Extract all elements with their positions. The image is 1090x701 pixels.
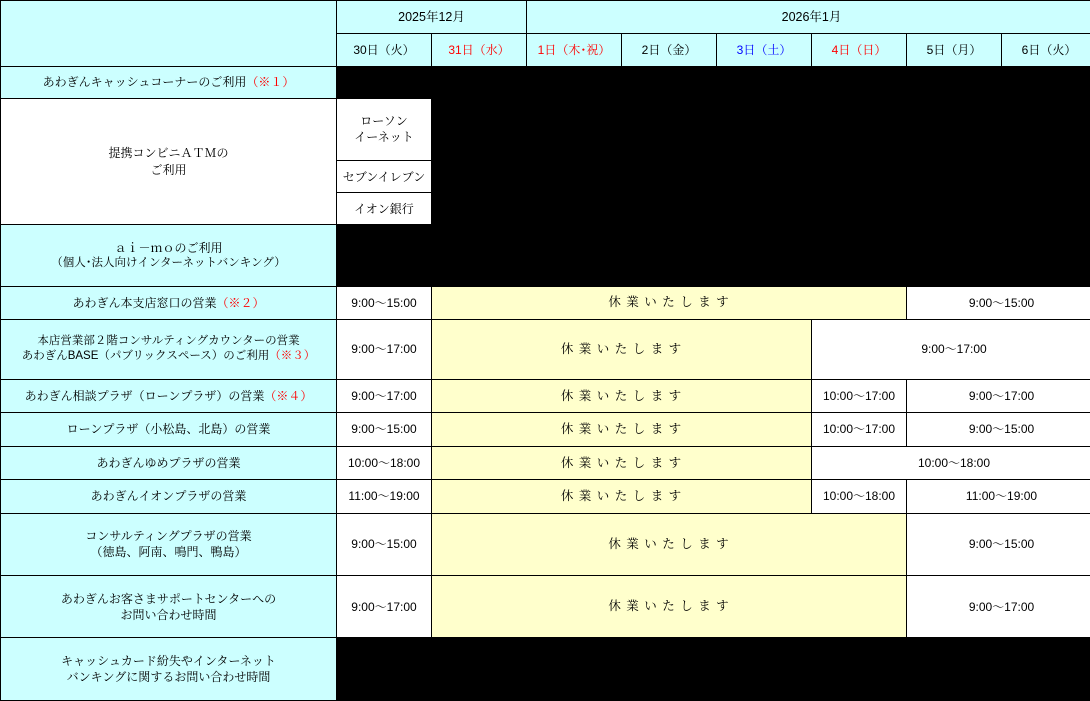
header-day-0101: 1日（木･祝） (527, 34, 622, 66)
table-row (1, 513, 1090, 575)
header-day-0105: 5日（月） (907, 34, 1002, 66)
row-label-soudan-plaza (1, 379, 337, 412)
cell-honten-closed: 休 業 い た し ま す (432, 319, 812, 379)
row-label-card-lost (1, 638, 337, 701)
table-row (1, 638, 1090, 701)
row-label-note: （※１） (246, 75, 295, 90)
row-label-text: あわぎん相談プラザ（ローンプラザ）の営業 (24, 389, 265, 403)
row-sublabel-line: イオン銀行 (354, 201, 414, 216)
row-sublabel-line: イーネット (354, 130, 414, 145)
table-header-months (1, 1, 1090, 34)
masked-cells-lawson-enet (432, 98, 1090, 160)
cell-honten-1230: 9:00〜17:00 (337, 319, 432, 379)
cell-branch-1230: 9:00〜15:00 (337, 286, 432, 319)
cell-loan-1230: 9:00〜15:00 (337, 413, 432, 446)
table-row (1, 413, 1090, 446)
masked-cells-aimo (337, 225, 1090, 286)
row-sublabel-line: ローソン (360, 114, 408, 129)
table-row (1, 225, 1090, 286)
row-label-line1: コンサルティングプラザの営業 (85, 529, 252, 544)
row-label-line1: ａｉ－ｍｏのご利用 (114, 240, 223, 255)
cell-soudan-0105-0106: 9:00〜17:00 (907, 379, 1090, 412)
cell-consulting-0105-0106: 9:00〜15:00 (907, 513, 1090, 575)
masked-cells-seven-eleven (432, 161, 1090, 193)
row-label-note: （※２） (216, 295, 265, 310)
row-label-honten-base (1, 319, 337, 379)
row-label-note: （※３） (269, 350, 316, 363)
row-label-line1: キャッシュカード紛失やインターネット (61, 654, 276, 669)
cell-soudan-closed: 休 業 い た し ま す (432, 379, 812, 412)
masked-cells-card-lost (337, 638, 1090, 701)
table-row (1, 98, 1090, 160)
cell-support-closed: 休 業 い た し ま す (432, 576, 907, 638)
row-label-text: あわぎん本支店窓口の営業 (72, 295, 217, 310)
cell-branch-0105-0106: 9:00〜15:00 (907, 286, 1090, 319)
table-row (1, 446, 1090, 479)
row-sublabel-lawson-enet (337, 98, 432, 160)
table-row (1, 319, 1090, 379)
header-day-0106: 6日（火） (1002, 34, 1090, 66)
row-label-line1: 本店営業部２階コンサルティングカウンターの営業 (37, 334, 300, 347)
table-row (1, 480, 1090, 513)
table-row (1, 286, 1090, 319)
cell-support-0105-0106: 9:00〜17:00 (907, 576, 1090, 638)
row-label-line2: （個人･法人向けインターネットバンキング） (51, 256, 286, 269)
cell-ion-1230: 11:00〜19:00 (337, 480, 432, 513)
cell-loan-0105-0106: 9:00〜15:00 (907, 413, 1090, 446)
row-label-consulting-plaza (1, 513, 337, 575)
row-label-loan-plaza: ローンプラザ（小松島、北島）の営業 (1, 413, 337, 446)
cell-consulting-closed: 休 業 い た し ま す (432, 513, 907, 575)
row-label-conveni-atm (1, 98, 337, 225)
row-label-support-center (1, 576, 337, 638)
cell-consulting-1230: 9:00〜15:00 (337, 513, 432, 575)
cell-honten-0104-0106: 9:00〜17:00 (812, 319, 1090, 379)
row-sublabel-line: セブンイレブン (342, 169, 426, 184)
row-label-note: （※４） (264, 389, 313, 403)
row-label-branch-counter (1, 286, 337, 319)
header-month-2026-01: 2026年1月 (527, 1, 1090, 34)
row-label-yume-plaza: あわぎんゆめプラザの営業 (1, 446, 337, 479)
row-label-text: あわぎんキャッシュコーナーのご利用 (42, 75, 247, 90)
masked-cells-aeon-bank (432, 193, 1090, 225)
cell-ion-closed: 休 業 い た し ま す (432, 480, 812, 513)
row-sublabel-aeon-bank (337, 193, 432, 225)
cell-yume-0104-0106: 10:00〜18:00 (812, 446, 1090, 479)
header-day-0103: 3日（土） (717, 34, 812, 66)
row-label-line1: 提携コンビニＡＴＭの (108, 146, 229, 161)
table-row (1, 379, 1090, 412)
header-day-0104: 4日（日） (812, 34, 907, 66)
table-row (1, 66, 1090, 98)
cell-support-1230: 9:00〜17:00 (337, 576, 432, 638)
table-row (1, 576, 1090, 638)
row-label-cash-corner (1, 66, 337, 98)
cell-loan-closed: 休 業 い た し ま す (432, 413, 812, 446)
row-label-line2: （徳島、阿南、鳴門、鴨島） (90, 545, 247, 560)
masked-cells-cash-corner (337, 66, 1090, 98)
cell-branch-closed: 休 業 い た し ま す (432, 286, 907, 319)
header-day-0102: 2日（金） (622, 34, 717, 66)
row-label-aimo (1, 225, 337, 286)
row-label-line2 (1, 349, 336, 365)
header-month-2025-12: 2025年12月 (337, 1, 527, 34)
row-label-line1: あわぎんお客さまサポートセンターへの (60, 591, 277, 606)
cell-soudan-0104: 10:00〜17:00 (812, 379, 907, 412)
row-label-line2: お問い合わせ時間 (120, 607, 217, 622)
cell-soudan-1230: 9:00〜17:00 (337, 379, 432, 412)
header-day-1230: 30日（火） (337, 34, 432, 66)
cell-ion-0105-0106: 11:00〜19:00 (907, 480, 1090, 513)
row-label-line2: バンキングに関するお問い合わせ時間 (66, 670, 271, 685)
cell-loan-0104: 10:00〜17:00 (812, 413, 907, 446)
cell-ion-0104: 10:00〜18:00 (812, 480, 907, 513)
row-label-ion-plaza: あわぎんイオンプラザの営業 (1, 480, 337, 513)
row-sublabel-seven-eleven (337, 161, 432, 193)
cell-yume-1230: 10:00〜18:00 (337, 446, 432, 479)
cell-yume-closed: 休 業 い た し ま す (432, 446, 812, 479)
row-label-line2-text: あわぎんBASE（パブリックスペース）のご利用 (21, 350, 270, 363)
row-label-line2: ご利用 (150, 162, 187, 177)
header-corner-cell (1, 1, 337, 67)
header-day-1231: 31日（水） (432, 34, 527, 66)
